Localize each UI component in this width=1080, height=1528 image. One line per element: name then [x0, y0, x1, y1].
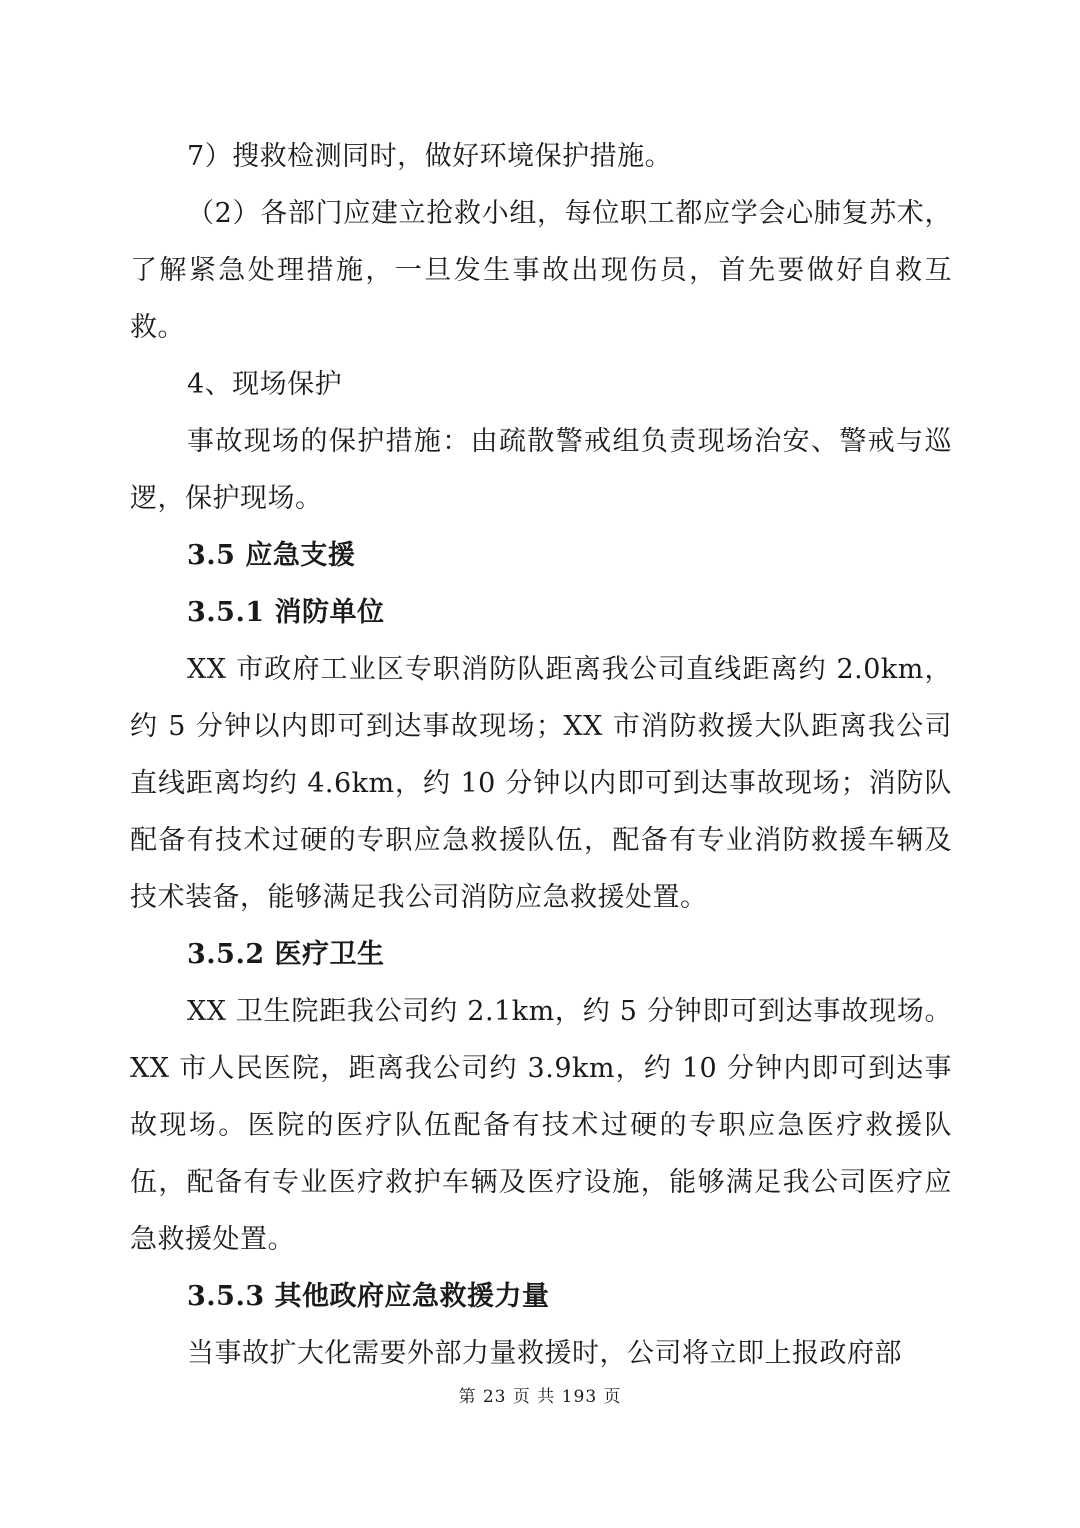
paragraph-medical: XX 卫生院距我公司约 2.1km，约 5 分钟即可到达事故现场。XX 市人民医院，距离我公司约 3.9km，约 10 分钟内即可到达事故现场。医院的医疗队伍配备有技术过硬的专职应急医疗救援队伍，配备有专业医疗救护车辆及医疗设施，能够满足我公司医疗应急救援处置。	[130, 996, 952, 1255]
page-number-footer: 第 23 页 共 193 页	[458, 1387, 622, 1407]
paragraph-step-7: 7）搜救检测同时，做好环境保护措施。	[187, 141, 673, 172]
document-body	[130, 128, 952, 1382]
paragraph-fire-units: XX 市政府工业区专职消防队距离我公司直线距离约 2.0km，约 5 分钟以内即可到达事故现场；XX 市消防救援大队距离我公司直线距离均约 4.6km，约 10 分钟以内即可到达事故现场；消防队配备有技术过硬的专职应急救援队伍，配备有专业消防救援车辆及技术装备，能够满足我公司消防应急救援处置。	[130, 654, 952, 913]
paragraph-rescue-team: （2）各部门应建立抢救小组，每位职工都应学会心肺复苏术，了解紧急处理措施，一旦发生事故出现伤员，首先要做好自救互救。	[130, 198, 952, 343]
paragraph-other-forces: 当事故扩大化需要外部力量救援时，公司将立即上报政府部	[187, 1338, 902, 1369]
paragraph-scene-protection: 事故现场的保护措施：由疏散警戒组负责现场治安、警戒与巡逻，保护现场。	[130, 426, 952, 514]
heading-3-5-2: 3.5.2 医疗卫生	[187, 939, 385, 970]
paragraph-section-4-title: 4、现场保护	[187, 369, 343, 400]
heading-3-5: 3.5 应急支援	[187, 540, 356, 571]
heading-3-5-1: 3.5.1 消防单位	[187, 597, 385, 628]
heading-3-5-3: 3.5.3 其他政府应急救援力量	[187, 1281, 550, 1312]
